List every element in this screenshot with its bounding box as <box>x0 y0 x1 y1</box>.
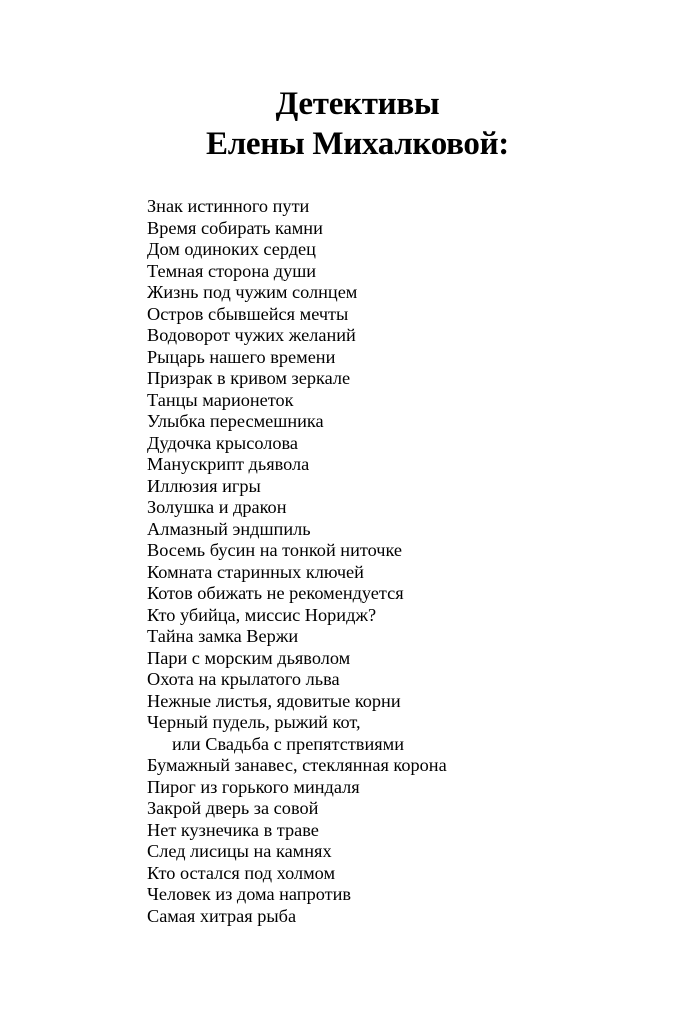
book-titles-list <box>147 196 447 927</box>
book-title: Манускрипт дьявола <box>147 454 310 474</box>
book-title: Тайна замка Вержи <box>147 626 299 646</box>
book-title: Нет кузнечика в траве <box>147 819 319 840</box>
book-title: Рыцарь нашего времени <box>147 346 336 367</box>
book-title: Дом одиноких сердец <box>147 239 316 259</box>
book-title: Дудочка крысолова <box>147 432 298 453</box>
book-title: Пари с морским дьяволом <box>147 647 351 668</box>
book-title: Закрой дверь за совой <box>147 798 319 818</box>
book-title: Охота на крылатого льва <box>147 669 340 689</box>
book-title: Темная сторона души <box>147 260 317 281</box>
book-title: Черный пудель, рыжий кот, <box>147 712 361 732</box>
book-title: Пирог из горького миндаля <box>147 776 360 797</box>
book-title: Кто убийца, миссис Норидж? <box>147 604 377 625</box>
book-title: Человек из дома напротив <box>147 884 352 904</box>
book-title: Танцы марионеток <box>147 389 294 410</box>
book-title: Золушка и дракон <box>147 497 287 517</box>
heading-line-2: Елены Михалковой: <box>206 126 509 162</box>
book-title: Алмазный эндшпиль <box>147 518 311 539</box>
book-title: Улыбка пересмешника <box>147 411 324 431</box>
book-title: Иллюзия игры <box>147 475 261 496</box>
book-title: Котов обижать не рекомендуется <box>147 583 404 603</box>
book-title: Кто остался под холмом <box>147 862 336 883</box>
book-title: Бумажный занавес, стеклянная корона <box>147 755 447 775</box>
book-title: Жизнь под чужим солнцем <box>147 282 358 302</box>
book-title: Время собирать камни <box>147 217 323 238</box>
book-title: Комната старинных ключей <box>147 561 364 582</box>
book-title: Остров сбывшейся мечты <box>147 303 349 324</box>
book-title: Самая хитрая рыба <box>147 905 297 926</box>
book-title-continuation: или Свадьба с препятствиями <box>172 733 404 754</box>
book-title: След лисицы на камнях <box>147 841 332 861</box>
heading-line-1: Детективы <box>275 86 440 122</box>
book-title: Призрак в кривом зеркале <box>147 368 351 388</box>
book-title: Знак истинного пути <box>147 196 310 216</box>
book-title: Нежные листья, ядовитые корни <box>147 690 401 711</box>
book-title: Водоворот чужих желаний <box>147 325 356 345</box>
book-title: Восемь бусин на тонкой ниточке <box>147 540 403 560</box>
page-heading <box>12 84 691 164</box>
